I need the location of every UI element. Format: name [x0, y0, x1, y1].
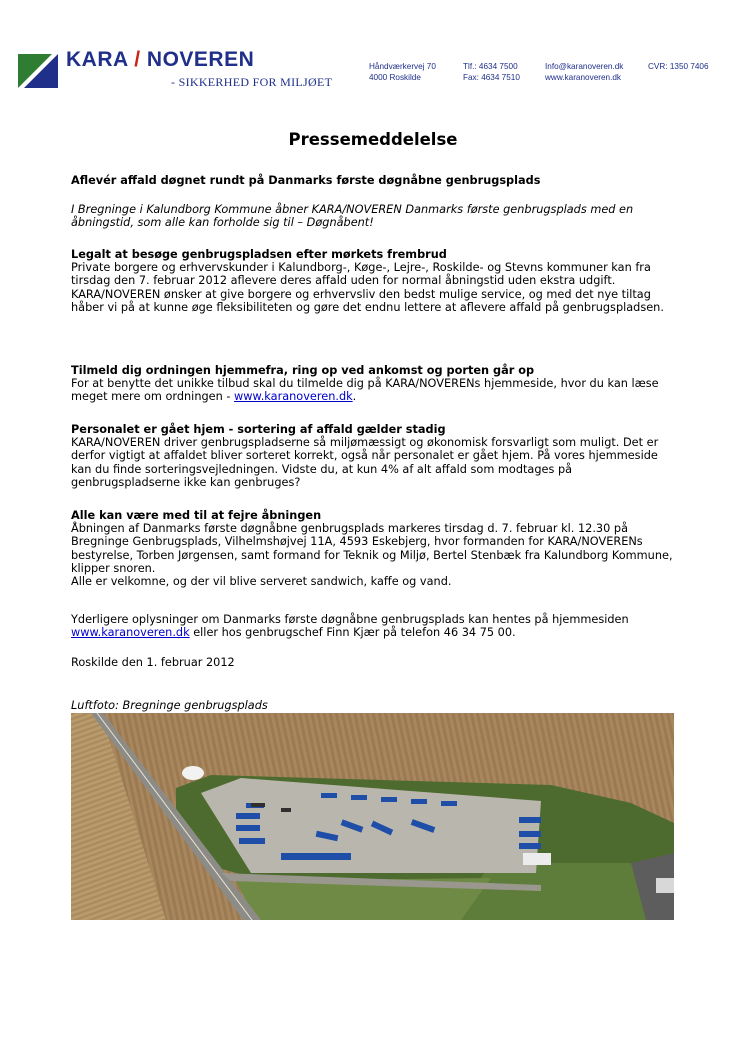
section-legal-night: [71, 248, 681, 314]
headline: Aflevér affald døgnet rundt på Danmarks første døgnåbne genbrugsplads: [71, 174, 541, 187]
section-signup: [71, 364, 681, 404]
website-link[interactable]: www.karanoveren.dk: [234, 390, 353, 404]
phone-number: Tlf.: 4634 7500: [463, 62, 518, 71]
cvr-number: CVR: 1350 7406: [648, 62, 709, 71]
section-paragraph: Åbningen af Danmarks første døgnåbne genbrugsplads markeres tirsdag d. 7. februar kl. 12.30 på Bregninge Genbrugsplads, Vilhelmshøjvej 11A, 4593 Eskebjerg, hvor formanden for KARA/NOVERENs bestyrelse, Torben Jørgensen, samt formand for Teknik og Miljø, Bertel Stenbæk fra Kalundborg Kommune, klipper snoren.: [71, 522, 673, 575]
contact-cvr: [648, 61, 709, 72]
info-end: eller hos genbrugschef Finn Kjær på telefon 46 34 75 00.: [189, 626, 516, 640]
company-logo: [18, 50, 338, 92]
logo-mark-icon: [18, 50, 58, 88]
logo-wordmark: [66, 48, 254, 72]
dateline: Roskilde den 1. februar 2012: [71, 656, 235, 669]
contact-phone: [463, 61, 520, 83]
logo-tagline: - SIKKERHED FOR MILJØET: [171, 75, 333, 89]
aerial-photo: [71, 713, 674, 920]
address-line-2: 4000 Roskilde: [369, 73, 421, 82]
photo-caption: Luftfoto: Bregninge genbrugsplads: [71, 699, 268, 712]
signup-end: .: [352, 390, 357, 404]
info-text: Yderligere oplysninger om Danmarks første døgnåbne genbrugsplads kan hentes på hjemmesiden: [71, 613, 629, 626]
signup-text: For at benytte det unikke tilbud skal du tilmelde dig på KARA/NOVERENs hjemmeside, hvor du kan læse meget mere om ordningen -: [71, 377, 659, 404]
section-paragraph: Alle er velkomne, og der vil blive serveret sandwich, kaffe og vand.: [71, 575, 452, 589]
section-heading: Legalt at besøge genbrugspladsen efter mørkets frembrud: [71, 248, 447, 261]
email-address: Info@karanoveren.dk: [545, 62, 624, 71]
fax-number: Fax: 4634 7510: [463, 73, 520, 82]
section-sorting: [71, 423, 681, 489]
section-paragraph: KARA/NOVEREN ønsker at give borgere og erhvervsliv den bedst mulige service, og med det nye tiltag håber vi på at kunne øge fleksibiliteten og gøre det endnu lettere at aflevere affald på genbrugspladsen.: [71, 287, 664, 314]
contact-online: [545, 61, 623, 83]
lead-paragraph: I Bregninge i Kalundborg Kommune åbner KARA/NOVEREN Danmarks første genbrugsplads med en åbningstid, som alle kan forholde sig til – Døgnåbent!: [71, 203, 634, 230]
section-heading: Alle kan være med til at fejre åbningen: [71, 509, 322, 522]
aerial-photo-image: [71, 713, 674, 920]
logo-brand-slash: /: [134, 48, 141, 71]
section-opening: [71, 509, 681, 588]
page-title: Pressemeddelelse: [288, 130, 458, 149]
further-info: [71, 613, 681, 639]
section-paragraph: KARA/NOVEREN driver genbrugspladserne så miljømæssigt og økonomisk forsvarligt som muligt. Det er derfor vigtigt at affaldet bliver sorteret korrekt, også når personalet er gået hjem. På vores hjemmeside kan du finde sorteringsvejledningen. Vidste du, at kun 4% af alt affald som modtages på genbrugspladserne ikke kan genbruges?: [71, 436, 659, 489]
logo-brand-right: NOVEREN: [146, 48, 255, 71]
contact-address: [369, 61, 436, 83]
section-paragraph: [71, 377, 681, 403]
section-heading: Personalet er gået hjem - sortering af affald gælder stadig: [71, 423, 446, 436]
website-address: www.karanoveren.dk: [545, 73, 621, 82]
section-paragraph: Private borgere og erhvervskunder i Kalundborg-, Køge-, Lejre-, Roskilde- og Stevns kommuner kan fra tirsdag den 7. februar 2012 aflevere deres affald uden for normal åbningstid uden ekstra udgift.: [71, 261, 651, 288]
logo-brand-left: KARA: [66, 48, 128, 71]
address-line-1: Håndværkervej 70: [369, 62, 436, 71]
website-link[interactable]: www.karanoveren.dk: [71, 626, 190, 640]
section-heading: Tilmeld dig ordningen hjemmefra, ring op ved ankomst og porten går op: [71, 364, 535, 377]
